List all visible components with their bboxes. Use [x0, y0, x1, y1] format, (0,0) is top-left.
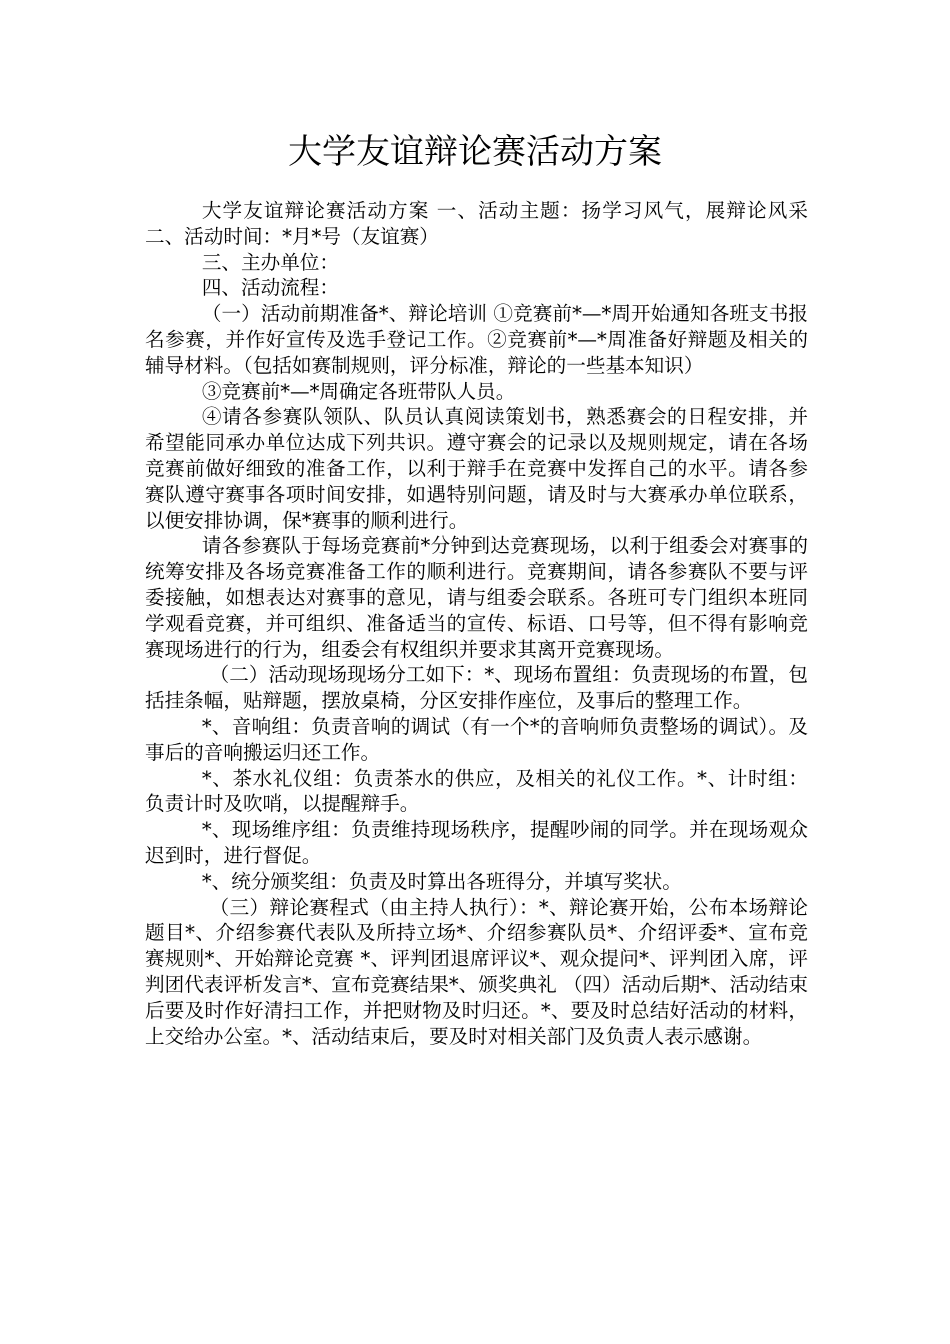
paragraph-rules: ④请各参赛队领队、队员认真阅读策划书，熟悉赛会的日程安排，并希望能同承办单位达成下列共识。遵守赛会的记录以及规则规定，请在各场竞赛前做好细致的准备工作，以利于辩手在竞赛中发挥自己的水平。请各参赛队遵守赛事各项时间安排，如遇特别问题，请及时与大赛承办单位联系，以便安排协调，保*赛事的顺利进行。	[145, 405, 808, 532]
document-title: 大学友谊辩论赛活动方案	[288, 132, 662, 172]
document-body	[145, 198, 808, 1049]
paragraph-sound-team: *、音响组：负责音响的调试（有一个*的音响师负责整场的调试）。及事后的音响搬运归还工作。	[145, 714, 808, 764]
paragraph-scoring-team: *、统分颁奖组：负责及时算出各班得分，并填写奖状。	[201, 869, 682, 893]
paragraph-preparation: （一）活动前期准备*、辩论培训 ①竞赛前*—*周开始通知各班支书报名参赛，并作好宣传及选手登记工作。②竞赛前*—*周准备好辩题及相关的辅导材料。（包括如赛制规则，评分标准，辩论的一些基本知识）	[145, 302, 808, 377]
paragraph-procedure: （三）辩论赛程式（由主持人执行）：*、辩论赛开始，公布本场辩论题目*、介绍参赛代表队及所持立场*、介绍参赛队员*、介绍评委*、宣布竞赛规则*、开始辩论竞赛 *、评判团退席评议*、观众提问*、评判团入席，评判团代表评析发言*、宣布竞赛结果*、颁奖典礼 （四）活动后期*、活动结束后要及时作好清扫工作，并把财物及时归还。*、要及时总结好活动的材料，上交给办公室。*、活动结束后，要及时对相关部门及负责人表示感谢。	[145, 895, 808, 1048]
paragraph-intro: 大学友谊辩论赛活动方案 一、活动主题：扬学习风气，展辩论风采 二、活动时间：*月*号（友谊赛）	[145, 199, 808, 248]
paragraph-organizer: 三、主办单位：	[201, 250, 339, 274]
paragraph-tea-team: *、茶水礼仪组：负责茶水的供应，及相关的礼仪工作。*、计时组：负责计时及吹哨，以提醒辩手。	[145, 766, 808, 816]
paragraph-order-team: *、现场维序组：负责维持现场秩序，提醒吵闹的同学。并在现场观众迟到时，进行督促。	[145, 818, 808, 867]
paragraph-division-of-labor: （二）活动现场现场分工如下：*、现场布置组：负责现场的布置，包括挂条幅，贴辩题，摆放桌椅，分区安排作座位，及事后的整理工作。	[145, 663, 808, 713]
paragraph-team-leaders: ③竞赛前*—*周确定各班带队人员。	[201, 379, 516, 403]
paragraph-arrival: 请各参赛队于每场竞赛前*分钟到达竞赛现场，以利于组委会对赛事的统筹安排及各场竞赛准备工作的顺利进行。竞赛期间，请各参赛队不要与评委接触，如想表达对赛事的意见，请与组委会联系。各班可专门组织本班同学观看竞赛，并可组织、准备适当的宣传、标语、口号等，但不得有影响竞赛现场进行的行为，组委会有权组织并要求其离开竞赛现场。	[145, 534, 808, 661]
paragraph-process-heading: 四、活动流程：	[201, 276, 339, 300]
